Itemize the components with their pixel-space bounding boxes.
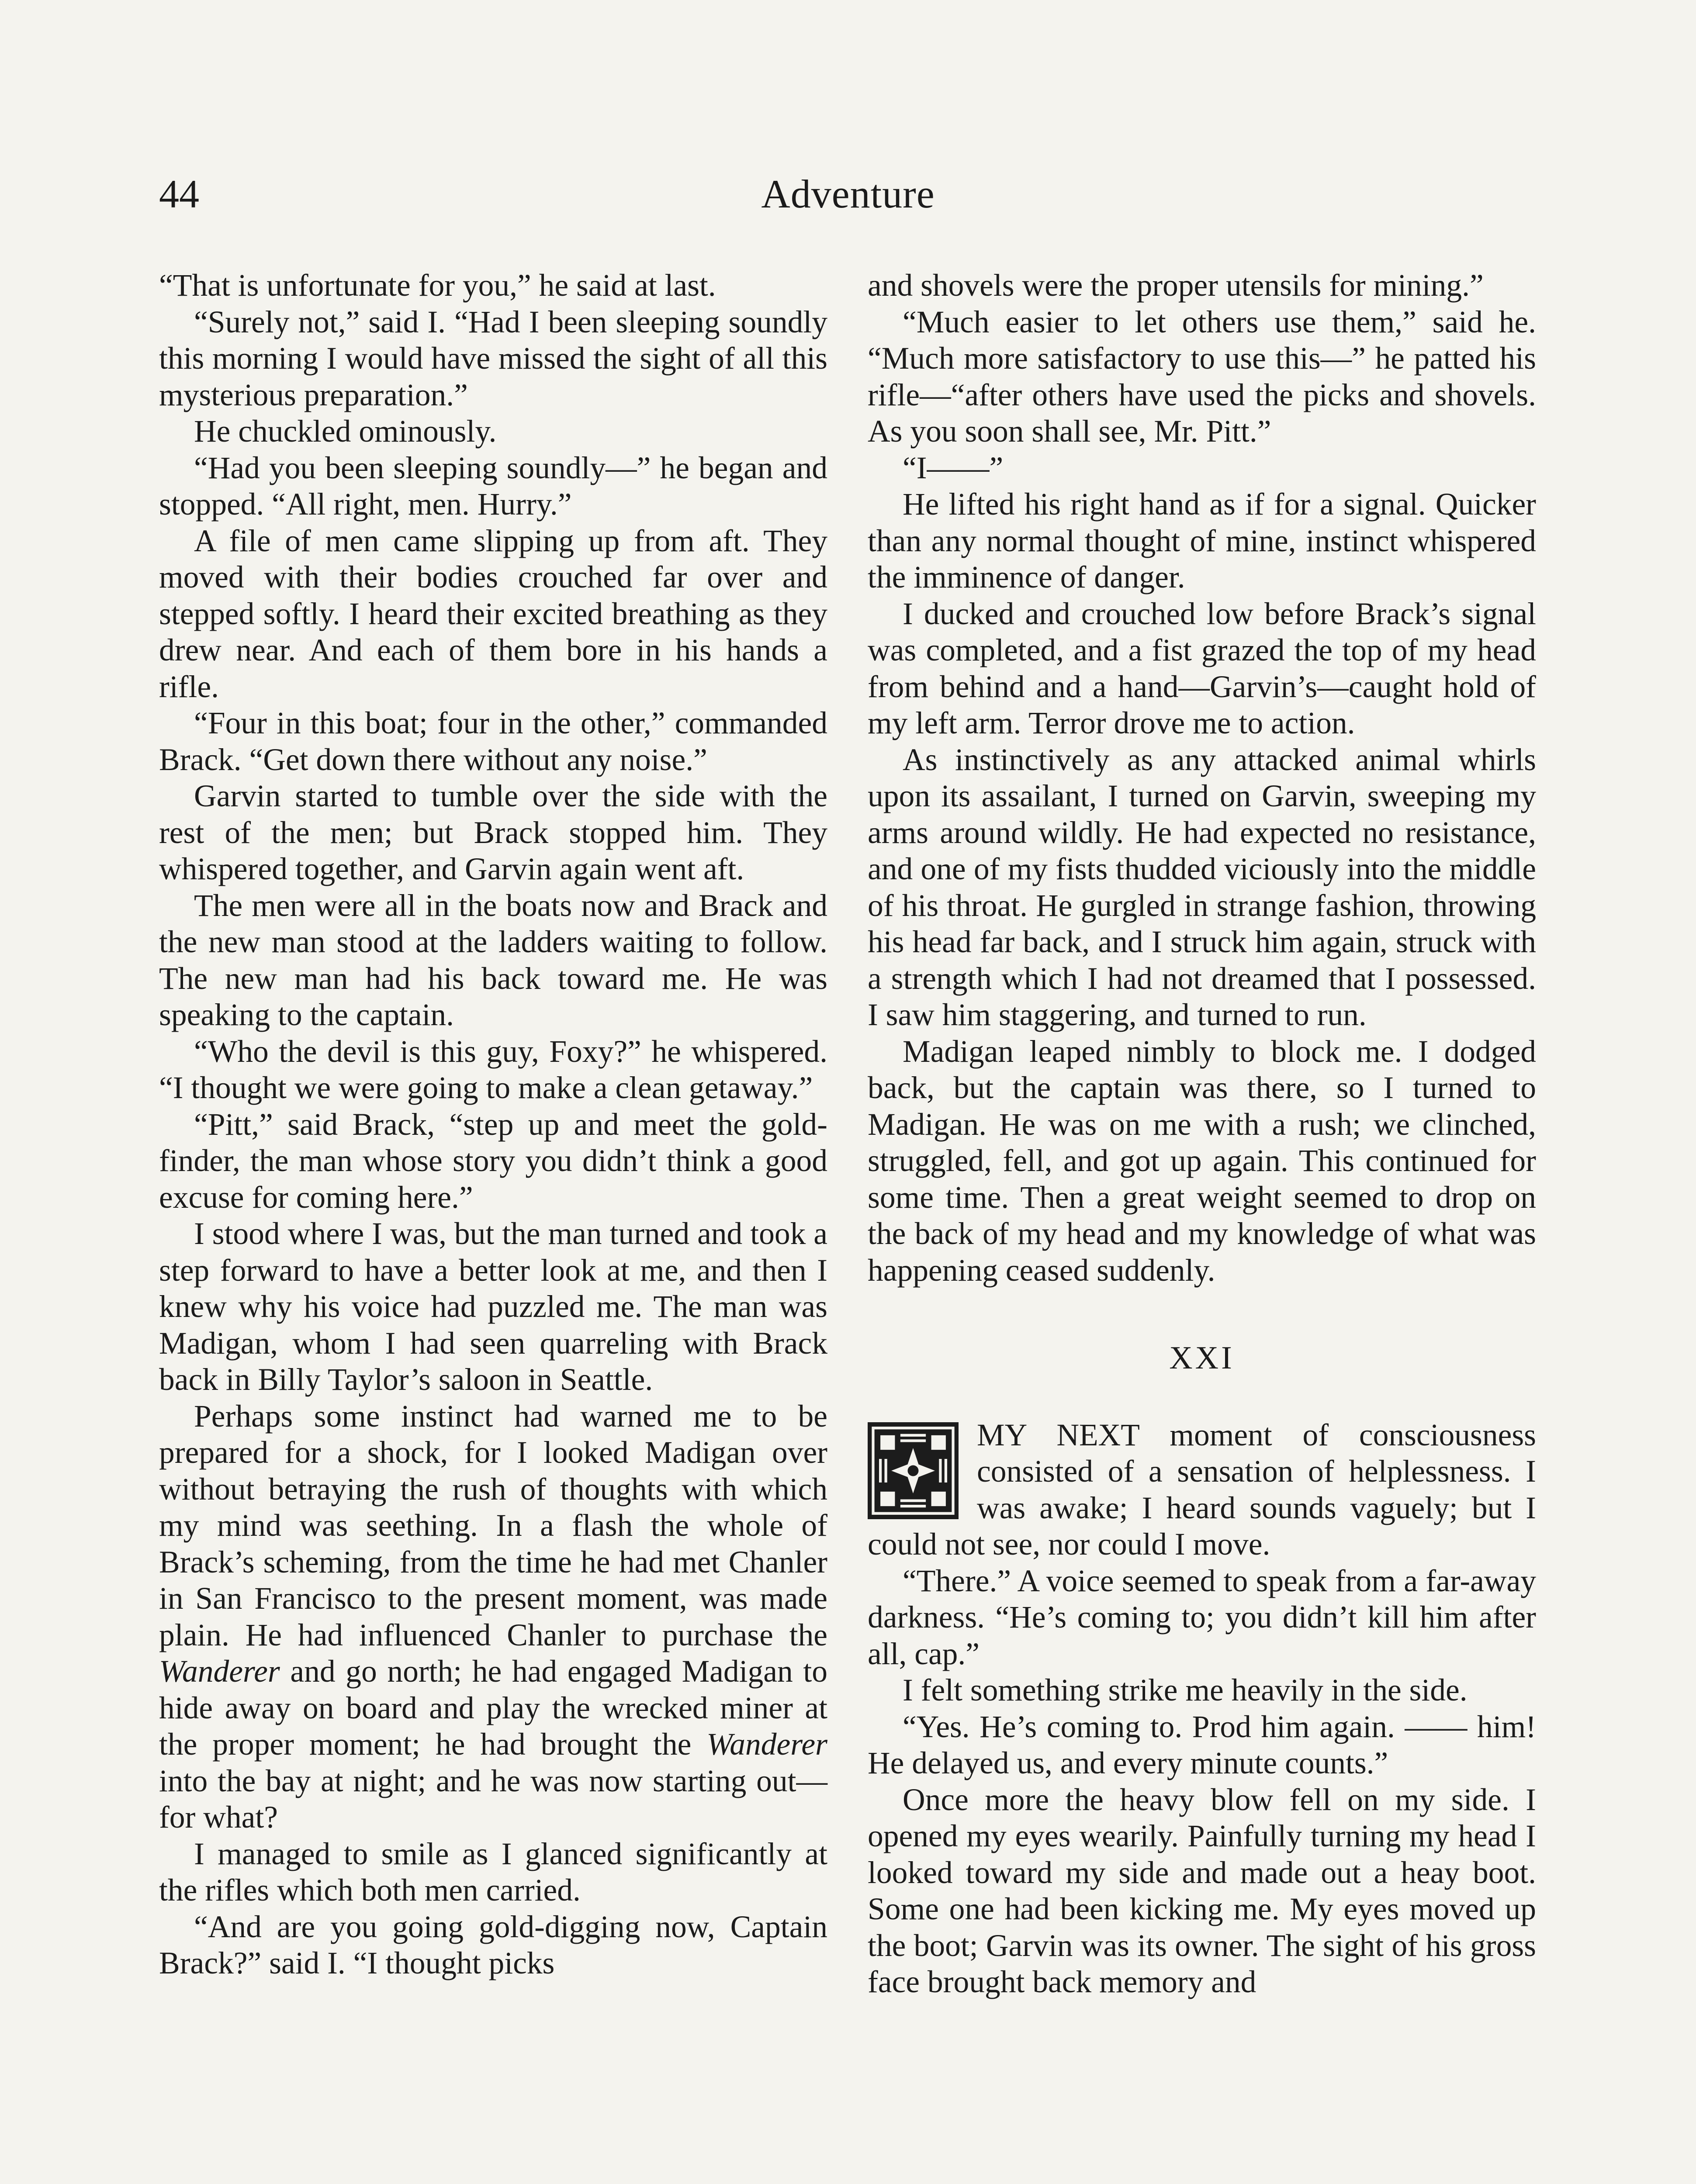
paragraph-text: and go north; he had engaged Madigan to hide away on board and play the wrecked miner at the proper moment; he had brought the	[159, 1654, 827, 1762]
paragraph: “Much easier to let others use them,” said he. “Much more satisfactory to use this—” he patted his rifle—“after others have used the picks and shovels. As you soon shall see, Mr. Pitt.”	[868, 304, 1536, 449]
paragraph: Once more the heavy blow fell on my side. I opened my eyes wearily. Painfully turning my head I looked toward my side and made out a heay boot. Some one had been kicking me. My eyes moved up the boot; Garvin was its owner. The sight of his gross face brought back memory and	[868, 1782, 1536, 1999]
decorative-initial-icon	[868, 1422, 959, 1519]
paragraph: He chuckled ominously.	[194, 414, 497, 449]
paragraph: “That is unfortunate for you,” he said at last.	[159, 268, 716, 303]
paragraph: I stood where I was, but the man turned and took a step forward to have a better look at me, and then I knew why his voice had puzzled me. The man was Madigan, whom I had seen quarreling with Brack back in Billy Taylor’s saloon in Seattle.	[159, 1216, 827, 1397]
ship-name: Wanderer	[159, 1654, 280, 1689]
paragraph: “I——”	[903, 450, 1004, 485]
paragraph: “Yes. He’s coming to. Prod him again. —— him! He delayed us, and every minute counts.”	[868, 1709, 1536, 1780]
paragraph: Garvin started to tumble over the side with the rest of the men; but Brack stopped him. They whispered together, and Garvin again went aft.	[159, 779, 827, 886]
paragraph-text: Perhaps some instinct had warned me to be prepared for a shock, for I looked Madigan over without betraying the rush of thoughts with which my mind was seething. In a flash the whole of Brack’s scheming, from the time he had met Chanler in San Francisco to the present moment, was made plain. He had influenced Chanler to purchase the	[159, 1399, 827, 1652]
paragraph: “And are you going gold-digging now, Captain Brack?” said I. “I thought picks	[159, 1909, 827, 1980]
paragraph: “There.” A voice seemed to speak from a far-away darkness. “He’s coming to; you didn’t kill him after all, cap.”	[868, 1563, 1536, 1671]
paragraph: “Four in this boat; four in the other,” commanded Brack. “Get down there without any noise.”	[159, 706, 827, 777]
running-head-title: Adventure	[761, 172, 935, 216]
paragraph: He lifted his right hand as if for a signal. Quicker than any normal thought of mine, instinct whispered the imminence of danger.	[868, 487, 1536, 594]
paragraph: I managed to smile as I glanced significantly at the rifles which both men carried.	[159, 1836, 827, 1908]
paragraph	[159, 1398, 827, 1836]
ship-name: Wanderer	[706, 1727, 827, 1762]
left-column	[159, 267, 827, 1982]
paragraph: I ducked and crouched low before Brack’s signal was completed, and a fist grazed the top of my head from behind and a hand—Garvin’s—caught hold of my left arm. Terror drove me to action.	[868, 596, 1536, 740]
paragraph: “Pitt,” said Brack, “step up and meet the gold-finder, the man whose story you didn’t think a good excuse for coming here.”	[159, 1107, 827, 1215]
paragraph: “Surely not,” said I. “Had I been sleeping soundly this morning I would have missed the sight of all this mysterious preparation.”	[159, 304, 827, 412]
paragraph: “Had you been sleeping soundly—” he began and stopped. “All right, men. Hurry.”	[159, 450, 827, 522]
paragraph: A file of men came slipping up from aft. They moved with their bodies crouched far over and stepped softly. I heard their excited breathing as they drew near. And each of them bore in his hands a rifle.	[159, 523, 827, 704]
paragraph: The men were all in the boats now and Brack and the new man stood at the ladders waiting to follow. The new man had his back toward me. He was speaking to the captain.	[159, 888, 827, 1032]
page-number: 44	[159, 172, 199, 216]
paragraph: As instinctively as any attacked animal whirls upon its assailant, I turned on Garvin, sweeping my arms around wildly. He had expected no resistance, and one of my fists thudded viciously into the middle of his throat. He gurgled in strange fashion, throwing his head far back, and I struck him again, struck with a strength which I had not dreamed that I possessed. I saw him staggering, and turned to run.	[868, 742, 1536, 1032]
paragraph: Madigan leaped nimbly to block me. I dodged back, but the captain was there, so I turned to Madigan. He was on me with a rush; we clinched, struggled, fell, and got up again. This continued for some time. Then a great weight seemed to drop on the back of my head and my knowledge of what was happening ceased suddenly.	[868, 1034, 1536, 1288]
paragraph: “Who the devil is this guy, Foxy?” he whispered. “I thought we were going to make a clean getaway.”	[159, 1034, 827, 1105]
chapter-heading: XXI	[1169, 1340, 1235, 1376]
paragraph-text: into the bay at night; and he was now starting out—for what?	[159, 1763, 827, 1835]
right-column	[868, 267, 1536, 2001]
paragraph: MY NEXT moment of consciousness consisted of a sensation of helplessness. I was awake; I heard sounds vaguely; but I could not see, nor could I move.	[868, 1417, 1536, 1562]
paragraph: I felt something strike me heavily in the side.	[903, 1673, 1468, 1707]
paragraph: and shovels were the proper utensils for mining.”	[868, 268, 1484, 303]
